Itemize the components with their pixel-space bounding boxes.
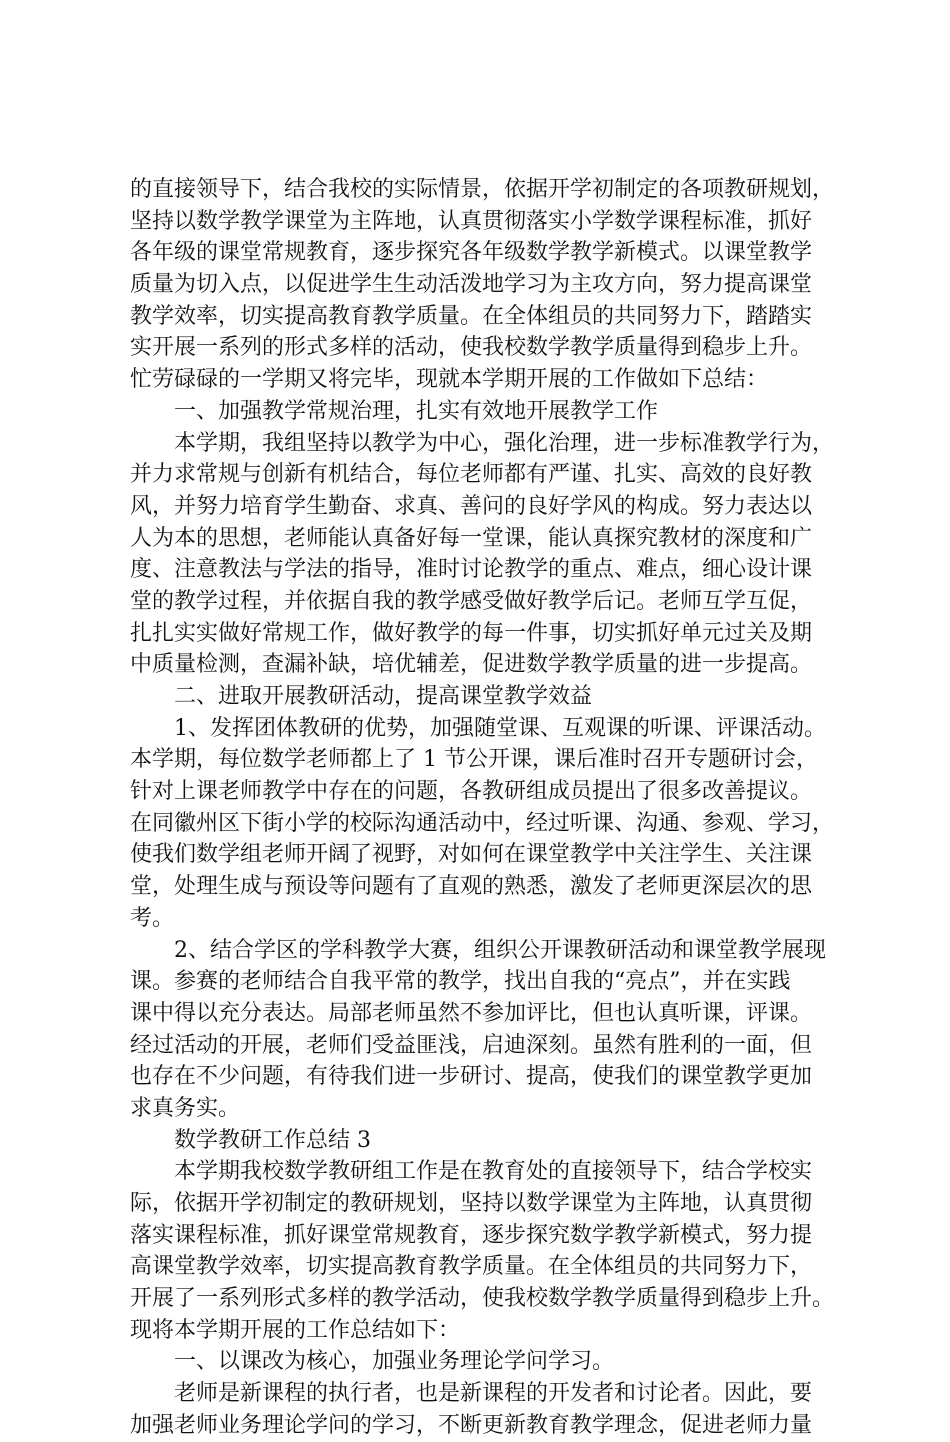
text-line: 一、加强教学常规治理，扎实有效地开展教学工作 — [174, 398, 659, 424]
text-line: 落实课程标准，抓好课堂常规教育，逐步探究数学教学新模式，努力提 — [130, 1222, 813, 1248]
text-line: 一、以课改为核心，加强业务理论学问学习。 — [174, 1349, 615, 1375]
text-line: 2、结合学区的学科教学大赛，组织公开课教研活动和课堂教学展现 — [174, 937, 826, 963]
text-line: 中质量检测，查漏补缺，培优辅差，促进数学教学质量的进一步提高。 — [130, 652, 813, 678]
text-line: 1、发挥团体教研的优势，加强随堂课、互观课的听课、评课活动。 — [174, 715, 826, 741]
text-line: 度、注意教法与学法的指导，准时讨论教学的重点、难点，细心设计课 — [130, 557, 813, 583]
text-line: 高课堂教学效率，切实提高教育教学质量。在全体组员的共同努力下， — [130, 1254, 813, 1280]
text-line: 本学期，每位数学老师都上了 1 节公开课，课后准时召开专题研讨会， — [130, 747, 818, 773]
text-line: 实开展一系列的形式多样的活动，使我校数学教学质量得到稳步上升。 — [130, 335, 813, 361]
text-line: 课。参赛的老师结合自我平常的教学，找出自我的“亮点”，并在实践 — [130, 969, 791, 995]
text-line: 课中得以充分表达。局部老师虽然不参加评比，但也认真听课，评课。 — [130, 1000, 813, 1026]
text-line: 开展了一系列形式多样的教学活动，使我校数学教学质量得到稳步上升。 — [130, 1286, 835, 1312]
text-line: 际，依据开学初制定的教研规划，坚持以数学课堂为主阵地，认真贯彻 — [130, 1191, 813, 1216]
text-line: 堂，处理生成与预设等问题有了直观的熟悉，激发了老师更深层次的思 — [130, 874, 813, 900]
text-line: 堂的教学过程，并依据自我的教学感受做好教学后记。老师互学互促， — [130, 588, 813, 614]
text-line: 在同徽州区下街小学的校际沟通活动中，经过听课、沟通、参观、学习， — [130, 810, 835, 836]
text-line: 本学期我校数学教研组工作是在教育处的直接领导下，结合学校实 — [174, 1159, 813, 1185]
text-line: 各年级的课堂常规教育，逐步探究各年级数学教学新模式。以课堂教学 — [130, 240, 813, 266]
text-line: 也存在不少问题，有待我们进一步研讨、提高，使我们的课堂教学更加 — [130, 1064, 813, 1090]
text-line: 经过活动的开展，老师们受益匪浅，启迪深刻。虽然有胜利的一面，但 — [130, 1032, 813, 1058]
text-line: 扎扎实实做好常规工作，做好教学的每一件事，切实抓好单元过关及期 — [130, 620, 813, 646]
text-line: 使我们数学组老师开阔了视野，对如何在课堂教学中关注学生、关注课 — [130, 842, 813, 868]
text-line: 老师是新课程的执行者，也是新课程的开发者和讨论者。因此，要 — [174, 1381, 813, 1407]
text-line: 现将本学期开展的工作总结如下： — [130, 1317, 461, 1343]
text-line: 的直接领导下，结合我校的实际情景，依据开学初制定的各项教研规划， — [130, 177, 835, 202]
text-line: 二、进取开展教研活动，提高课堂教学效益 — [174, 684, 593, 709]
text-line: 本学期，我组坚持以教学为中心，强化治理，进一步标准教学行为， — [174, 430, 835, 456]
text-line: 考。 — [130, 905, 175, 931]
text-line: 教学效率，切实提高教育教学质量。在全体组员的共同努力下，踏踏实 — [130, 303, 813, 329]
text-line: 数学教研工作总结 3 — [174, 1127, 371, 1153]
text-line: 坚持以数学教学课堂为主阵地，认真贯彻落实小学数学课程标准，抓好 — [130, 208, 813, 234]
text-line: 忙劳碌碌的一学期又将完毕，现就本学期开展的工作做如下总结： — [130, 367, 769, 393]
document-body — [130, 174, 850, 1442]
text-line: 风，并努力培育学生勤奋、求真、善问的良好学风的构成。努力表达以 — [130, 493, 813, 519]
text-line: 并力求常规与创新有机结合，每位老师都有严谨、扎实、高效的良好教 — [130, 462, 813, 488]
text-line: 质量为切入点，以促进学生生动活泼地学习为主攻方向，努力提高课堂 — [130, 272, 813, 298]
text-line: 人为本的思想，老师能认真备好每一堂课，能认真探究教材的深度和广 — [130, 525, 813, 551]
text-line: 加强老师业务理论学问的学习，不断更新教育教学理念，促进老师力量 — [130, 1412, 813, 1438]
text-line: 求真务实。 — [130, 1095, 241, 1121]
text-line: 针对上课老师教学中存在的问题，各教研组成员提出了很多改善提议。 — [130, 779, 813, 805]
